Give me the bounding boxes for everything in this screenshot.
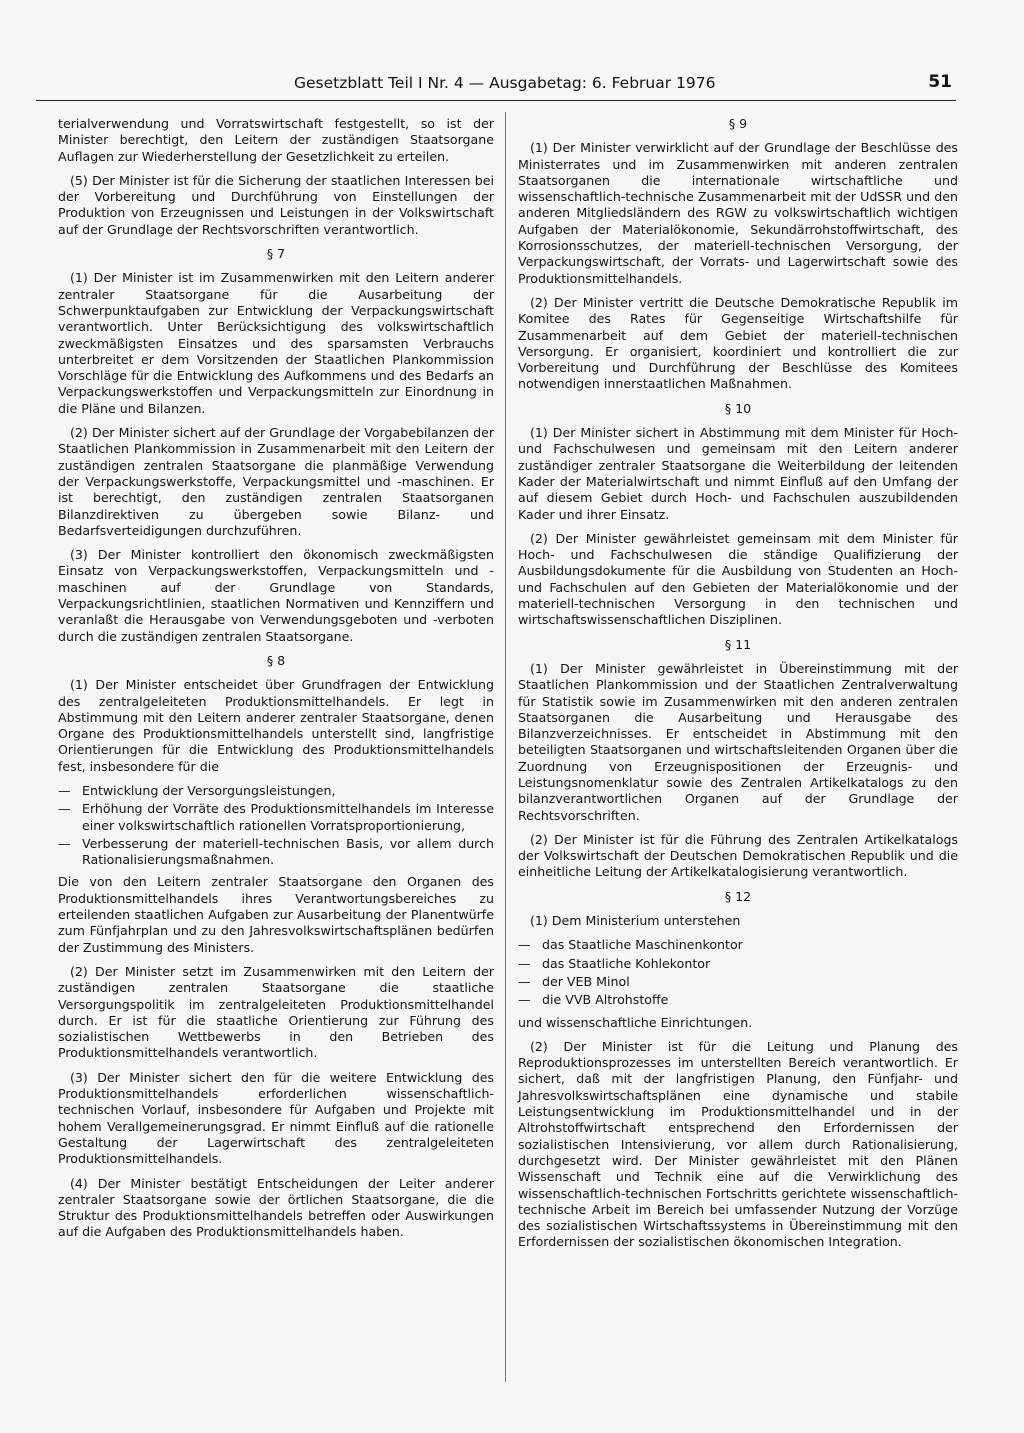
list-item-text: das Staatliche Kohlekontor [542, 955, 711, 971]
page-number: 51 [928, 72, 952, 92]
list-item-text: die VVB Altrohstoffe [542, 992, 669, 1008]
paragraph: (4) Der Minister bestätigt Entscheidungen der Leiter anderer zentraler Staatsorgane sowie der örtlichen Staatsorgane, die die Struktur des Produktionsmittelhandels betreffen oder Auswirkungen auf die Aufgaben des Produktionsmittelhandels haben. [58, 1175, 494, 1240]
paragraph: (3) Der Minister kontrolliert den ökonomisch zweckmäßigsten Einsatz von Verpackungswerkstoffen, Verpackungsmitteln und -maschinen auf der Grundlage von Standards, Verpackungsrichtlinien, staatlichen Normativen und Kennziffern und veranlaßt die Herausgabe von Verwendungsgeboten und -verboten durch die zuständigen zentralen Staatsorgane. [58, 547, 494, 644]
list-item-text: das Staatliche Maschinenkontor [542, 937, 743, 953]
paragraph: (1) Der Minister sichert in Abstimmung mit dem Minister für Hoch- und Fachschulwesen und gemeinsam mit den Leitern anderer zuständiger zentraler Staatsorgane die Weiterbildung der leitenden Kader der Materialwirtschaft und nimmt Einfluß auf den Umfang der auf diesem Gebiet durch Hoch- und Fachschulen auszubildenden Kader und ihrer Einsatz. [518, 425, 958, 522]
list-item [518, 937, 958, 953]
dash-marker: — [518, 955, 531, 971]
paragraph: Die von den Leitern zentraler Staatsorgane den Organen des Produktionsmittelhandels ihres Verantwortungsbereiches zu erteilenden staatlichen Aufgaben zur Ausarbeitung der Planentwürfe zum Fünfjahrplan und zu den Jahresvolkswirtschaftsplänen bedürfen der Zustimmung des Ministers. [58, 874, 494, 955]
paragraph: (1) Der Minister entscheidet über Grundfragen der Entwicklung des zentralgeleiteten Produktionsmittelhandels. Er legt in Abstimmung mit den Leitern anderer zentraler Staatsorgane, denen Organe des Produktionsmittelhandels unterstellt sind, langfristige Orientierungen für die Entwicklung des Produktionsmittelhandels fest, insbesondere für die [58, 677, 494, 774]
paragraph: (2) Der Minister ist für die Leitung und Planung des Reproduktionsprozesses im unterstellten Bereich verantwortlich. Er sichert, daß mit der langfristigen Planung, den Fünfjahr- und Jahresvolkswirtschaftsplänen eine dynamische und stabile Leistungsentwicklung im Produktionsmittelhandel und in der Altrohstoffwirtschaft entsprechend den Erfordernissen der sozialistischen Intensivierung, vor allem durch Rationalisierung, durchgesetzt wird. Der Minister gewährleistet mit den Plänen Wissenschaft und Technik eine auf die Verwirklichung des wissenschaftlich-technischen Fortschritts gerichtete wissenschaftlich-technische Arbeit im Bereich bei umfassender Nutzung der Vorzüge des sozialistischen Wirtschaftssystems in Übereinstimmung mit den Erfordernissen der sozialistischen ökonomischen Integration. [518, 1038, 958, 1250]
paragraph: (2) Der Minister vertritt die Deutsche Demokratische Republik im Komitee des Rates für Gegenseitige Wirtschaftshilfe für Zusammenarbeit auf dem Gebiet der materiell-technischen Versorgung. Er organisiert, koordiniert und kontrolliert die zur Vorbereitung und Durchführung der Beschlüsse des Komitees notwendigen innerstaatlichen Maßnahmen. [518, 294, 958, 392]
paragraph: (1) Der Minister ist im Zusammenwirken mit den Leitern anderer zentraler Staatsorgane für die Ausarbeitung der Schwerpunktaufgaben zur Entwicklung der Verpackungswirtschaft verantwortlich. Unter Berücksichtigung des volkswirtschaftlich zweckmäßigsten Einsatzes und des sparsamsten Verbrauchs unterbreitet er dem Vorsitzenden der Staatlichen Plankommission Vorschläge für die Entwicklung des Aufkommens und des Bedarfs an Verpackungswerkstoffen und Verpackungsmitteln zur Einordnung in die Pläne und Bilanzen. [58, 270, 494, 416]
list-item [518, 992, 958, 1008]
list-item-text: der VEB Minol [542, 973, 630, 989]
paragraph: (1) Der Minister verwirklicht auf der Grundlage der Beschlüsse des Ministerrates und im Zusammenwirken mit anderen zentralen Staatsorganen die internationale wirtschaftliche und wissenschaftlich-technische Zusammenarbeit mit der UdSSR und den anderen Mitgliedsländern des RGW zu volkswirtschaftlich wichtigen Aufgaben der Materialökonomie, Sekundärrohstoffwirtschaft, des Korrosionsschutzes, der materiell-technischen Versorgung, der Verpackungswirtschaft, der Vorrats- und Lagerwirtschaft sowie des Produktionsmittelhandels. [518, 140, 958, 286]
list-item [58, 836, 494, 869]
paragraph: terialverwendung und Vorratswirtschaft festgestellt, so ist der Minister berechtigt, den Leitern der zuständigen Staatsorgane Auflagen zur Wiederherstellung der Gesetzlichkeit zu erteilen. [58, 116, 494, 164]
dash-marker: — [58, 782, 71, 798]
header-title: Gesetzblatt Teil I Nr. 4 — Ausgabetag: 6. Februar 1976 [294, 74, 716, 92]
paragraph: (2) Der Minister sichert auf der Grundlage der Vorgabebilanzen der Staatlichen Plankommission in Zusammenarbeit mit den Leitern der zuständigen zentralen Staatsorgane die planmäßige Verwendung der Verpackungswerkstoffe, Verpackungsmittel und -maschinen. Er ist berechtigt, den zuständigen zentralen Staatsorganen Bilanzdirektiven zu übergeben sowie Bilanz- und Bedarfsverteidigungen durchzuführen. [58, 425, 494, 538]
section-heading-10: § 10 [724, 400, 752, 416]
page-header [36, 74, 956, 101]
paragraph: (2) Der Minister ist für die Führung des Zentralen Artikelkatalogs der Volkswirtschaft der Deutschen Demokratischen Republik und die einheitliche Leitung der Artikelkatalogisierung verantwortlich. [518, 831, 958, 880]
bullet-list [518, 937, 958, 1008]
section-heading-12: § 12 [724, 888, 752, 904]
paragraph: (1) Der Minister gewährleistet in Übereinstimmung mit der Staatlichen Plankommission und der Staatlichen Zentralverwaltung für Statistik sowie im Zusammenwirken mit den anderen zentralen Staatsorganen die Ausarbeitung und Herausgabe des Bilanzverzeichnisses. Er entscheidet in Abstimmung mit den beteiligten Staatsorganen und wirtschaftsleitenden Organen über die Zuordnung von Erzeugnispositionen der Erzeugnis- und Leistungsnomenklatur sowie des Zentralen Artikelkatalogs zu den bilanzverantwortlichen Organen auf der Grundlage der Rechtsvorschriften. [518, 660, 958, 823]
section-heading-9: § 9 [728, 116, 748, 131]
dash-marker: — [518, 973, 531, 989]
dash-marker: — [518, 992, 531, 1008]
list-item [58, 801, 494, 834]
paragraph: (2) Der Minister gewährleistet gemeinsam mit dem Minister für Hoch- und Fachschulwesen die ständige Qualifizierung der Ausbildungsdokumente für die Ausbildung von Studenten an Hoch- und Fachschulen auf den Gebieten der Materialökonomie und der materiell-technischen Versorgung in den technischen und wirtschaftswissenschaftlichen Disziplinen. [518, 530, 958, 628]
dash-marker: — [58, 835, 71, 851]
paragraph: (1) Dem Ministerium unterstehen [530, 913, 741, 929]
list-item [58, 783, 494, 799]
list-item-text: Entwicklung der Versorgungsleistungen, [82, 782, 336, 798]
bullet-list [58, 783, 494, 868]
list-item [518, 974, 958, 990]
paragraph: (2) Der Minister setzt im Zusammenwirken mit den Leitern der zuständigen zentralen Staatsorgane die staatliche Versorgungspolitik im zentralgeleiteten Produktionsmittelhandel durch. Er ist für die staatliche Orientierung zur Führung des sozialistischen Wettbewerbs in den Betrieben des Produktionsmittelhandels verantwortlich. [58, 963, 494, 1061]
list-item [518, 956, 958, 972]
left-column [58, 116, 494, 1249]
right-column [518, 116, 958, 1259]
column-divider [505, 112, 506, 1382]
paragraph: (5) Der Minister ist für die Sicherung der staatlichen Interessen bei der Vorbereitung und Durchführung von Einstellungen der Produktion von Erzeugnissen und Leistungen in der Volkswirtschaft auf der Grundlage der Rechtsvorschriften verantwortlich. [58, 172, 494, 237]
section-heading-8: § 8 [266, 652, 286, 668]
list-item-text: Verbesserung der materiell-technischen Basis, vor allem durch Rationalisierungsmaßnahmen. [82, 835, 494, 868]
dash-marker: — [518, 937, 531, 953]
dash-marker: — [58, 801, 71, 817]
list-item-text: Erhöhung der Vorräte des Produktionsmittelhandels im Interesse einer volkswirtschaftlich rationellen Vorratsproportionierung, [82, 801, 494, 833]
paragraph: (3) Der Minister sichert den für die weitere Entwicklung des Produktionsmittelhandels erforderlichen wissenschaftlich-technischen Vorlauf, insbesondere für Aufgaben und Projekte mit hohem Verallgemeinerungsgrad. Er nimmt Einfluß auf die rationelle Gestaltung der Lagerwirtschaft des zentralgeleiteten Produktionsmittelhandels. [58, 1069, 494, 1167]
paragraph: und wissenschaftliche Einrichtungen. [518, 1014, 753, 1030]
section-heading-7: § 7 [266, 246, 286, 262]
section-heading-11: § 11 [724, 636, 752, 652]
